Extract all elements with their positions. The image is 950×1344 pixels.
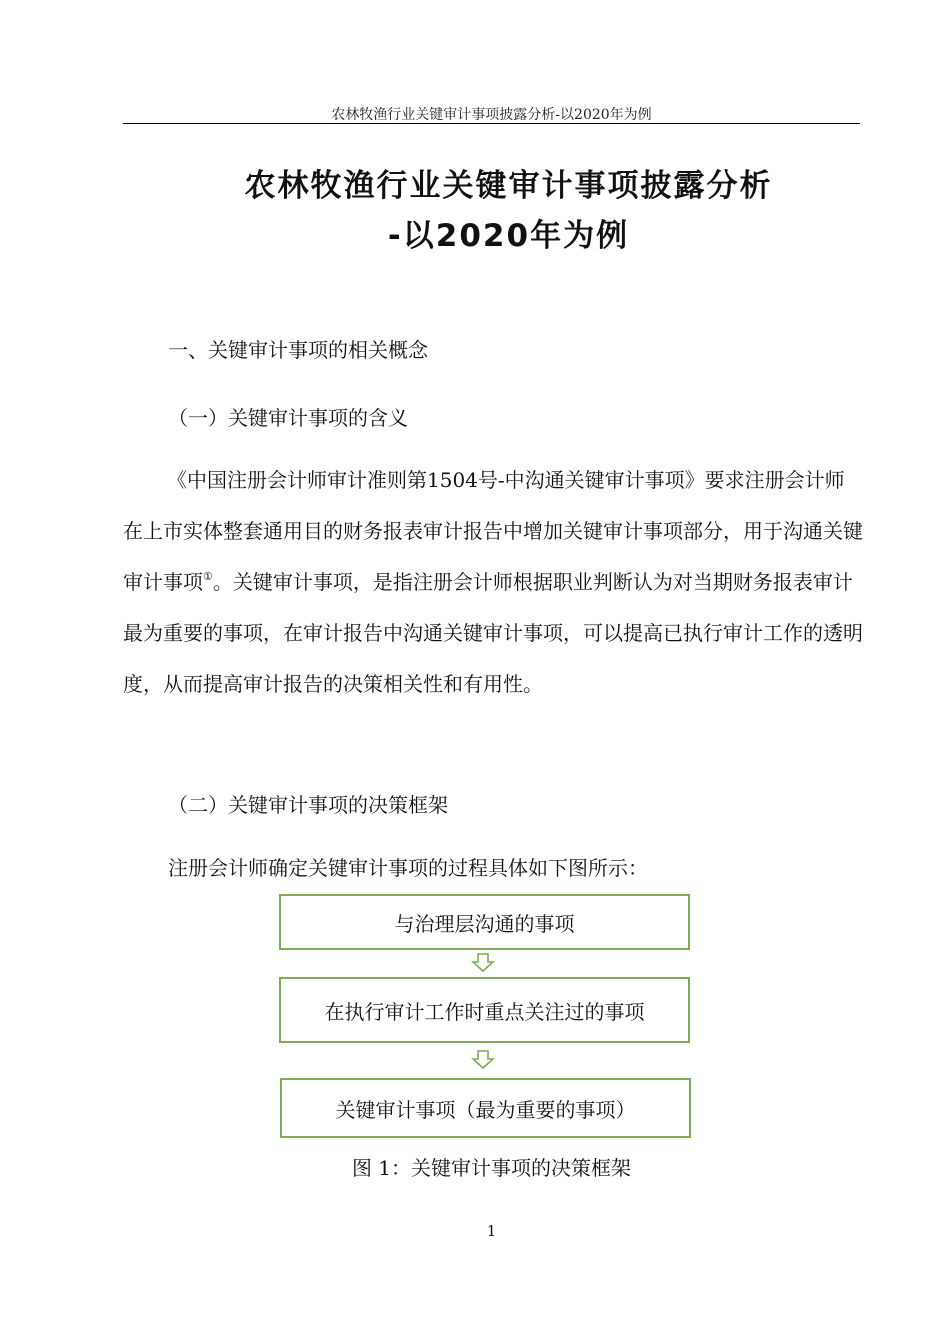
subsection-heading-1: （一）关键审计事项的含义 <box>168 406 408 430</box>
page-number: 1 <box>486 1222 497 1240</box>
header-rule <box>123 123 860 124</box>
paragraph-text-part-1: 《中国注册会计师审计准则第1504号-中沟通关键审计事项》要求注册会计师在上市实体整套通用目的财务报表审计报告中增加关键审计事项部分，用于沟通关键审计事项 <box>123 468 863 594</box>
document-title-line-2: -以2020年为例 <box>387 218 630 254</box>
figure-caption: 图 1：关键审计事项的决策框架 <box>351 1156 632 1180</box>
flow-arrow-down-icon <box>471 1050 495 1070</box>
section-heading-1: 一、关键审计事项的相关概念 <box>168 338 428 362</box>
flow-intro-text: 注册会计师确定关键审计事项的过程具体如下图所示： <box>168 856 648 880</box>
flow-box-governance-matters: 与治理层沟通的事项 <box>279 894 690 950</box>
footnote-marker[interactable]: ① <box>203 570 213 583</box>
paragraph-text-part-2: 。关键审计事项，是指注册会计师根据职业判断认为对当期财务报表审计最为重要的事项，在审计报告中沟通关键审计事项，可以提高已执行审计工作的透明度，从而提高审计报告的决策相关性和有用性。 <box>123 570 863 696</box>
flow-box-focus-matters: 在执行审计工作时重点关注过的事项 <box>279 977 690 1043</box>
flow-box-key-audit-matters: 关键审计事项（最为重要的事项） <box>280 1078 691 1138</box>
paragraph-definition <box>123 455 863 710</box>
flow-arrow-down-icon <box>471 953 495 973</box>
subsection-heading-2: （二）关键审计事项的决策框架 <box>168 793 448 817</box>
document-title-line-1: 农林牧渔行业关键审计事项披露分析 <box>244 168 773 204</box>
running-header: 农林牧渔行业关键审计事项披露分析-以2020年为例 <box>331 107 652 123</box>
